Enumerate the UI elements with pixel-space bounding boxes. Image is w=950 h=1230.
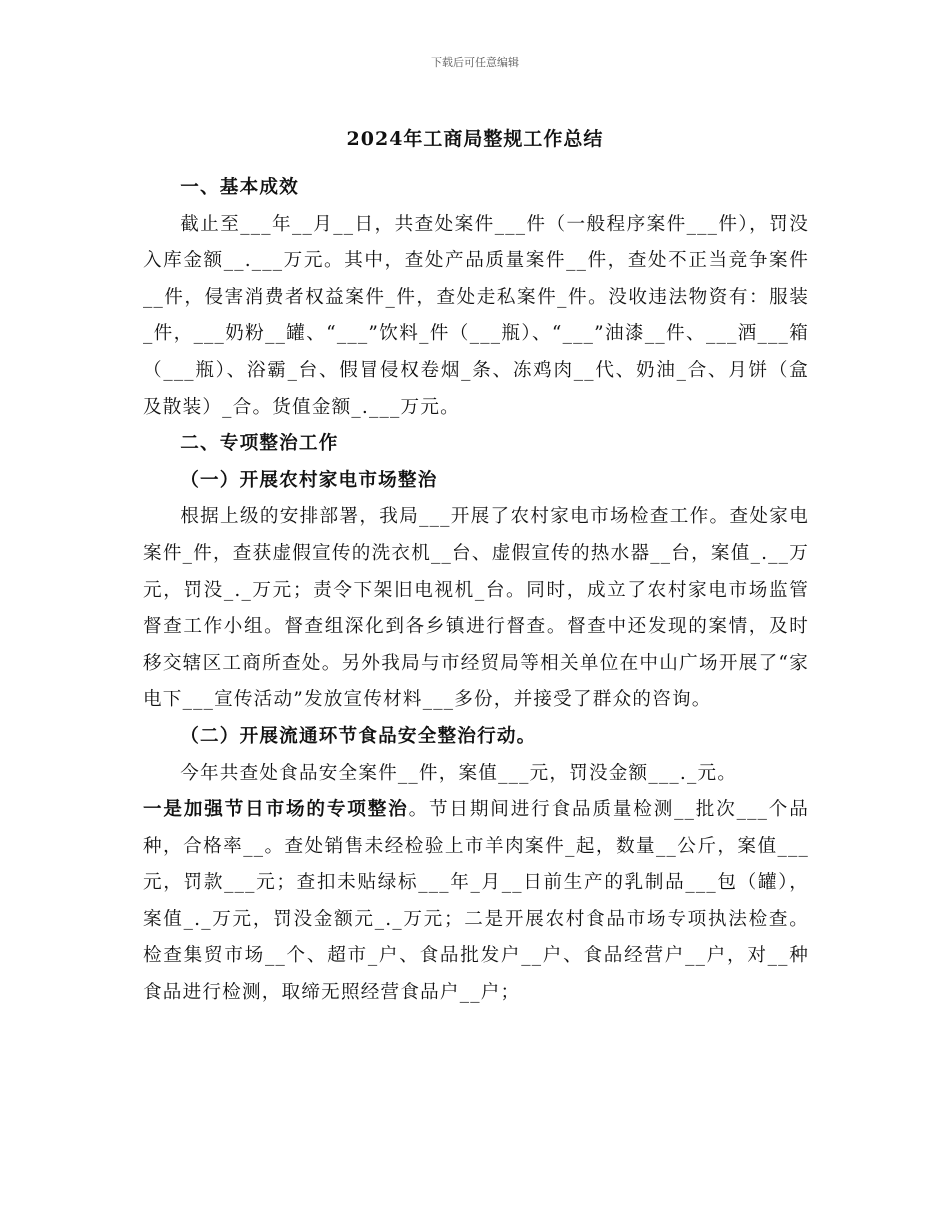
paragraph-food-safety-summary: 今年共查处食品安全案件__件，案值___元，罚没金额___._元。 (180, 762, 738, 784)
paragraph-festival-market (143, 792, 809, 1012)
paragraph-rural-appliances: 根据上级的安排部署，我局___开展了农村家电市场检查工作。查处家电案件_件，查获虚假宣传的洗衣机__台、虚假宣传的热水器__台，案值_.__万元，罚没_._万元；责令下架旧电视机_台。同时，成立了农村家电市场监管督查工作小组。督查组深化到各乡镇进行督查。督查中还发现的案情，及时移交辖区工商所查处。另外我局与市经贸局等相关单位在中山广场开展了“家电下___宣传活动”发放宣传材料___多份，并接受了群众的咨询。 (143, 506, 809, 711)
paragraph-basic-results: 截止至___年__月__日，共查处案件___件（一般程序案件___件），罚没入库金额__.___万元。其中，查处产品质量案件__件，查处不正当竞争案件__件，侵害消费者权益案件_件，查处走私案件_件。没收违法物资有：服装_件，___奶粉__罐、“___”饮料_件（___瓶）、“___”油漆__件、___酒___箱（___瓶）、浴霸_台、假冒侵权卷烟_条、冻鸡肉__代、奶油_合、月饼（盒及散装）_合。货值金额_.___万元。 (143, 213, 809, 418)
section-heading-special-rectification: 二、专项整治工作 (180, 433, 339, 455)
header-note: 下载后可任意编辑 (431, 56, 519, 69)
document-body (143, 170, 809, 1012)
emphasis-festival-market: 一是加强节日市场的专项整治 (143, 799, 409, 821)
section-heading-basic-results: 一、基本成效 (180, 177, 299, 198)
subsection-heading-rural-appliances: （一）开展农村家电市场整治 (180, 469, 438, 491)
subsection-heading-food-safety: （二）开展流通环节食品安全整治行动。 (180, 725, 537, 747)
paragraph-festival-market-text: 。节日期间进行食品质量检测__批次___个品种，合格率__。查处销售未经检验上市羊肉案件_起，数量__公斤，案值___元，罚款___元；查扣未贴绿标___年_月__日前生产的乳制品___包（罐），案值_._万元，罚没金额元_._万元；二是开展农村食品市场专项执法检查。检查集贸市场__个、超市_户、食品批发户__户、食品经营户__户，对__种食品进行检测，取缔无照经营食品户__户； (143, 799, 809, 1004)
document-title: 2024年工商局整规工作总结 (346, 128, 604, 150)
